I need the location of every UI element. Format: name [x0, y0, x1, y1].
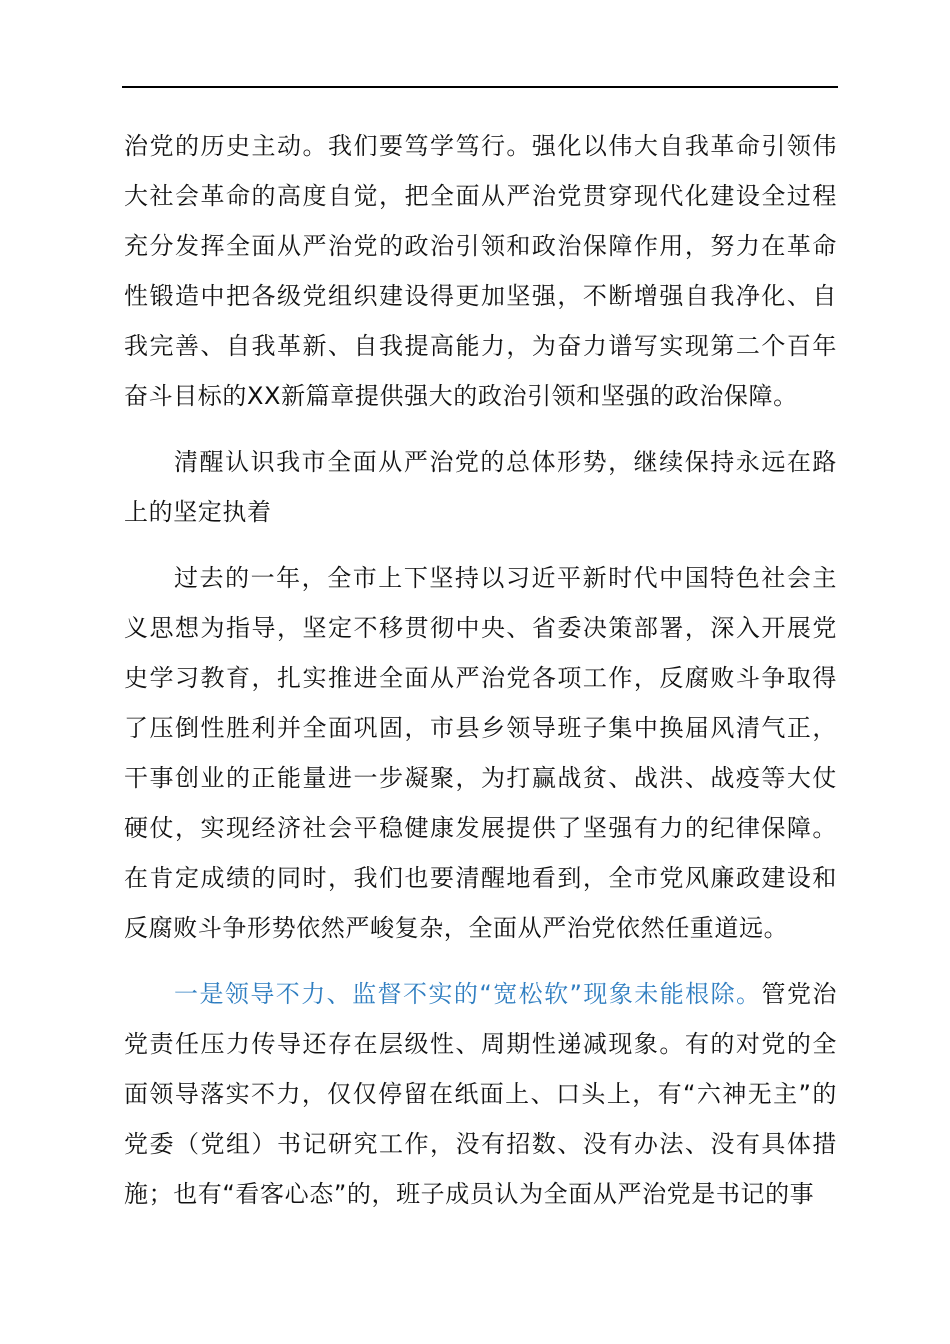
- section-heading: 清醒认识我市全面从严治党的总体形势，继续保持永远在路上的坚定执着: [124, 448, 837, 526]
- paragraph-past-year: 过去的一年，全市上下坚持以习近平新时代中国特色社会主义思想为指导，坚定不移贯彻中央、省委决策部署，深入开展党史学习教育，扎实推进全面从严治党各项工作，反腐败斗争取得了压倒性胜利并全面巩固，市县乡领导班子集中换届风清气正，干事创业的正能量进一步凝聚，为打赢战贫、战洪、战疫等大仗硬仗，实现经济社会平稳健康发展提供了坚强有力的纪律保障。在肯定成绩的同时，我们也要清醒地看到，全市党风廉政建设和反腐败斗争形势依然严峻复杂，全面从严治党依然任重道远。: [124, 564, 837, 942]
- header-rule: [122, 86, 838, 88]
- point-one-text: 管党治党责任压力传导还存在层级性、周期性递减现象。有的对党的全面领导落实不力，仅仅停留在纸面上、口头上，有“六神无主”的党委（党组）书记研究工作，没有招数、没有办法、没有具体措施；也有“看客心态”的，班子成员认为全面从严治党是书记的事: [124, 980, 838, 1208]
- paragraph-intro-continuation: 治党的历史主动。我们要笃学笃行。强化以伟大自我革命引领伟大社会革命的高度自觉，把全面从严治党贯穿现代化建设全过程充分发挥全面从严治党的政治引领和政治保障作用，努力在革命性锻造中把各级党组织建设得更加坚强，不断增强自我净化、自我完善、自我革新、自我提高能力，为奋力谱写实现第二个百年奋斗目标的XX新篇章提供强大的政治引领和坚强的政治保障。: [124, 132, 837, 410]
- paragraph-point-one: [124, 969, 837, 1219]
- point-one-heading: 一是领导不力、监督不实的“宽松软”现象未能根除。: [174, 980, 762, 1008]
- body-text: [124, 121, 837, 1219]
